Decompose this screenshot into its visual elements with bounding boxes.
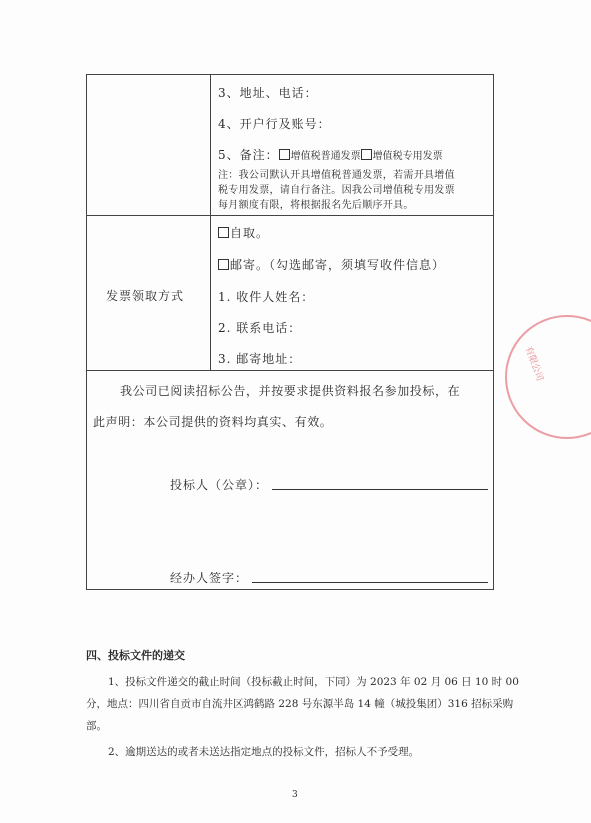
pickup-option [218,224,269,241]
section-paragraph: 2、逾期送达的或者未送达指定地点的投标文件，招标人不予受理。 [108,746,420,758]
section-paragraph: 部。 [86,720,107,732]
mail-label: 邮寄。（勾选邮寄，须填写收件信息） [230,258,446,272]
mail-checkbox[interactable] [218,259,229,270]
remark-row [218,146,443,163]
section-heading: 四、投标文件的递交 [86,649,185,662]
address-phone-label: 3、地址、电话： [218,86,318,100]
plain-invoice-checkbox[interactable] [279,149,290,160]
remark-note-line: 每月额度有限，将根据报名先后顺序开具。 [218,200,414,211]
mail-option [218,256,445,273]
table-column-divider [210,74,211,370]
pickup-checkbox[interactable] [218,227,229,238]
section-paragraph: 1、投标文件递交的截止时间（投标截止时间，下同）为 2023 年 02 月 06 日 10 时 00 [108,676,519,688]
remark-label: 5、备注： [218,148,279,162]
special-invoice-label: 增值税专用发票 [372,151,443,162]
invoice-method-label: 发票领取方式 [106,289,185,303]
pickup-label: 自取。 [230,226,270,240]
bidder-seal-label: 投标人（公章）： [170,478,269,492]
bank-account-label: 4、开户行及账号： [218,117,331,131]
remark-note-line: 注：我公司默认开具增值税普通发票，若需开具增值 [218,170,455,181]
table-row-divider [86,370,494,371]
recipient-name-label: 1. 收件人姓名： [218,290,315,304]
mail-address-label: 3. 邮寄地址： [218,352,302,366]
declaration-line: 我公司已阅读招标公告，并按要求提供资料报名参加投标，在 [120,384,461,398]
declaration-line: 此声明：本公司提供的资料均真实、有效。 [93,415,333,429]
section-paragraph: 分，地点：四川省自贡市自流井区鸿鹤路 228 号东源半岛 14 幢（城投集团）316 招标采购 [86,698,514,710]
contact-phone-label: 2. 联系电话： [218,321,302,335]
plain-invoice-label: 增值税普通发票 [290,151,361,162]
table-row-divider [86,215,494,216]
bidder-seal-line[interactable] [272,489,488,490]
special-invoice-checkbox[interactable] [361,149,372,160]
page-number: 3 [292,790,298,800]
remark-note-line: 税专用发票，请自行备注。因我公司增值税专用发票 [218,185,455,196]
seal-text: 有限公司 [522,345,545,383]
agent-signature-line[interactable] [252,582,488,583]
company-seal [505,315,591,439]
remark-note [218,168,490,213]
agent-signature-label: 经办人签字： [170,571,249,585]
